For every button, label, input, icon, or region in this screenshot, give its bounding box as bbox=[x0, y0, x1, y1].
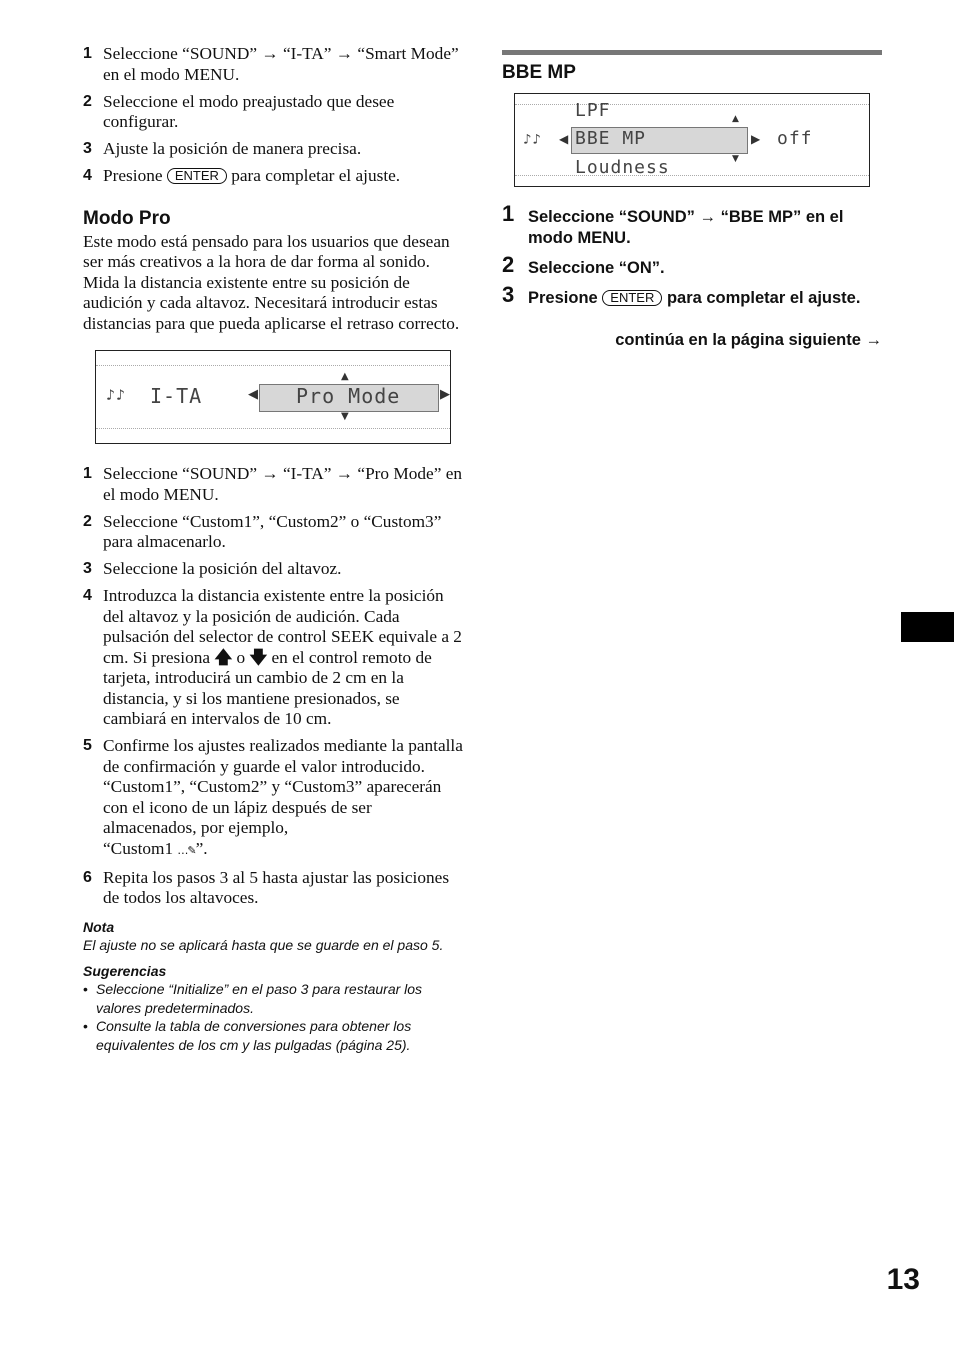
pro-mode-steps bbox=[83, 464, 463, 909]
modo-pro-intro: Este modo está pensado para los usuarios que desean ser más creativos a la hora de dar forma al sonido. Mida la distancia existente entre su posición de audición y cada altavoz. Necesitará introducir estas distancias para que pueda aplicarse el retraso correcto. bbox=[83, 231, 460, 333]
step-number: 1 bbox=[502, 201, 515, 226]
step-number: 3 bbox=[83, 140, 92, 157]
step-number: 6 bbox=[83, 868, 92, 886]
list-item: 1 Seleccione “SOUND” → “I-TA” → “Smart Mode” en el modo MENU. bbox=[83, 44, 459, 84]
pencil-icon: …✎ bbox=[177, 843, 196, 857]
lcd-row-1: LPF bbox=[575, 100, 611, 121]
lcd-bottom-strip bbox=[515, 175, 869, 186]
step-number: 3 bbox=[83, 560, 92, 577]
list-item: 1 Seleccione “SOUND” → “I-TA” → “Pro Mode” en el modo MENU. bbox=[83, 464, 463, 504]
up-arrow-icon: 🡅 bbox=[214, 647, 233, 668]
right-arrow-icon: ▶ bbox=[440, 387, 450, 402]
section-heading-modo-pro: Modo Pro bbox=[83, 207, 171, 229]
enter-key: ENTER bbox=[167, 168, 227, 184]
chapter-tab bbox=[901, 612, 954, 642]
list-item: 6 Repita los pasos 3 al 5 hasta ajustar las posiciones de todos los altavoces. bbox=[83, 867, 450, 907]
step-number: 4 bbox=[83, 167, 92, 184]
step-number: 4 bbox=[83, 587, 92, 604]
lcd-selected-text: Pro Mode bbox=[296, 384, 401, 408]
step-number: 2 bbox=[502, 252, 515, 277]
list-item: 3 Presione ENTER para completar el ajuste. bbox=[502, 282, 861, 307]
left-column bbox=[83, 44, 463, 1054]
list-item: 4 Presione ENTER para completar el ajuste. bbox=[83, 166, 401, 185]
left-arrow-icon: ◀ bbox=[559, 132, 569, 146]
right-arrow-icon: ▶ bbox=[751, 132, 761, 146]
note-heading: Nota bbox=[83, 918, 115, 935]
right-column bbox=[502, 50, 882, 350]
list-item: • Consulte la tabla de conversiones para obtener los equivalentes de los cm y las pulgadas (página 25). bbox=[83, 1017, 463, 1054]
list-item: 3 Ajuste la posición de manera precisa. bbox=[83, 139, 362, 158]
enter-key: ENTER bbox=[602, 290, 662, 306]
speaker-icon: ♪♪ bbox=[106, 386, 127, 404]
lcd-top-strip bbox=[96, 351, 450, 366]
step-number: 2 bbox=[83, 92, 92, 110]
arrow-right-icon: → bbox=[261, 464, 279, 483]
step-number: 1 bbox=[83, 45, 92, 62]
list-item: 4 Introduzca la distancia existente entre la posición del altavoz y la posición de audición. Cada pulsación del selector de control SEEK equivale a 2 cm. Si presiona 🡅 o 🡇 en el control remoto de tarjeta, introducirá un cambio de 2 cm en la distancia, y si los mantiene presionados, se cambiará en intervalos de 10 cm. bbox=[83, 586, 462, 728]
list-item: 1 Seleccione “SOUND” → “BBE MP” en el modo MENU. bbox=[502, 201, 844, 247]
lcd-row-3: Loudness bbox=[575, 157, 670, 178]
left-arrow-icon: ◀ bbox=[248, 387, 258, 402]
step-number: 5 bbox=[83, 737, 92, 754]
arrow-right-icon: → bbox=[261, 44, 279, 63]
tips-heading: Sugerencias bbox=[83, 963, 167, 979]
section-rule bbox=[502, 50, 882, 55]
list-item: 2 Seleccione el modo preajustado que desee configurar. bbox=[83, 91, 395, 131]
list-item: 2 Seleccione “ON”. bbox=[502, 252, 665, 277]
section-heading-bbe-mp: BBE MP bbox=[502, 62, 576, 83]
down-arrow-icon: 🡇 bbox=[249, 647, 268, 668]
step-number: 1 bbox=[83, 465, 92, 482]
down-arrow-icon: ▼ bbox=[732, 154, 739, 164]
lcd-top-strip bbox=[515, 94, 869, 105]
step-number: 2 bbox=[83, 512, 92, 530]
up-arrow-icon: ▲ bbox=[732, 114, 739, 124]
list-item: • Seleccione “Initialize” en el paso 3 para restaurar los valores predeterminados. bbox=[83, 980, 463, 1017]
note-text: El ajuste no se aplicará hasta que se guarde en el paso 5. bbox=[83, 936, 444, 953]
lcd-bottom-strip bbox=[96, 428, 450, 443]
up-arrow-icon: ▲ bbox=[341, 371, 349, 382]
step-number: 3 bbox=[502, 282, 515, 307]
smart-mode-steps bbox=[83, 44, 463, 187]
bbe-mp-steps bbox=[502, 201, 882, 309]
list-item: 5 Confirme los ajustes realizados mediante la pantalla de confirmación y guarde el valor introducido. “Custom1”, “Custom2” y “Custom3” aparecerán con el icono de un lápiz después de ser almacenados, por ejemplo, “Custom1 …✎”. bbox=[83, 736, 463, 858]
lcd-row-2: BBE MP bbox=[575, 128, 647, 149]
arrow-right-icon: → bbox=[335, 464, 354, 483]
lcd-display-bbe-mp bbox=[514, 93, 870, 187]
arrow-right-icon: → bbox=[335, 44, 354, 63]
list-item: 3 Seleccione la posición del altavoz. bbox=[83, 559, 342, 578]
lcd-value: off bbox=[777, 128, 813, 149]
list-item: 2 Seleccione “Custom1”, “Custom2” o “Custom3” para almacenarlo. bbox=[83, 511, 442, 551]
page-number: 13 bbox=[886, 1263, 920, 1296]
down-arrow-icon: ▼ bbox=[341, 411, 349, 422]
lcd-left-text: I-TA bbox=[150, 384, 203, 408]
continue-next-page: continúa en la página siguiente → bbox=[615, 331, 882, 349]
arrow-right-icon: → bbox=[699, 208, 716, 226]
speaker-icon: ♪♪ bbox=[523, 132, 542, 148]
tips-list bbox=[83, 980, 463, 1054]
lcd-display-pro-mode bbox=[95, 350, 451, 444]
